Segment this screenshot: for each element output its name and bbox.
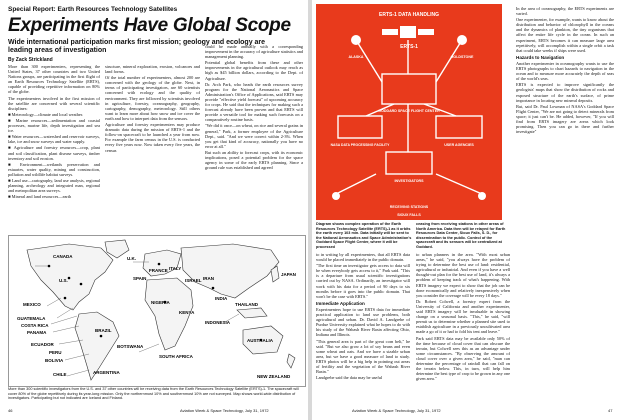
map-label-nigeria: NIGERIA (151, 300, 170, 305)
paragraph: Potential global benefits from these and other improvements in the agricultural outlook may reach as high as $45 billion dollars, according to the Dept. of Agriculture. (205, 60, 303, 81)
magazine-footer-right: Aviation Week & Space Technology, July 31, 1972 (352, 408, 441, 413)
page-number-left: 46 (8, 408, 13, 413)
paragraph: More than 300 experimenters, representing the United States, 37 other countries and two United Nations groups, are participating in the first flight of an Earth Resources Technology Satellite (ERTS), capable of providing repetitive information on 80% of the globe. (8, 64, 100, 95)
paragraph: "We did it once—on wheat, on rice and several grains in general," Park, a former employee of the Agriculture Dept., said. "And we were correct within 2-3%. When you get that kind of accuracy, nationally you have no error at all." (205, 123, 303, 149)
paragraph: Dr. Robert Colwell, a forestry expert from the University of California and another experimenter, said ERTS imagery will be invaluable in showing change on a seasonal basis. "This," he said, "will permit us to determine whether a planned site used to establish agriculture in a previously uncultivated area made a go of it or had to fold his tent and leave." (416, 298, 510, 335)
map-label-spain: SPAIN (133, 276, 147, 281)
diagram-title: ERTS-1 DATA HANDLING (379, 12, 439, 18)
map-label-guatemala: GUATEMALA (17, 316, 46, 321)
investigator-dot (68, 277, 71, 280)
satellite-panel (418, 29, 434, 35)
paragraph: to urban planners in the area. "With most urban areas," he said, "you always have the problem of trying to determine the best use of land: residential, agricultural or industrial. And even if you have a well thought-out plan for the best use of land, it's always a problem of keeping track of what's happening. With ERTS imagery we expect to show that the job can be done economically and relatively inexpensively when you consider the coverage will be every 18 days." (416, 252, 510, 298)
map-label-bolivia: BOLIVIA (45, 358, 64, 363)
article-subtitle: Wide international participation marks first mission; geology and ecology are leading areas of investigation (8, 39, 266, 54)
map-label-usa: U.S. (59, 278, 68, 283)
paragraph: to in writing by all experimenters, that all ERTS data would be placed immediately in the public domain. (316, 252, 410, 263)
map-label-italy: ITALY (169, 266, 182, 271)
map-label-canada: CANADA (53, 254, 73, 259)
map-label-iran: IRAN (203, 276, 214, 281)
satellite-panel (382, 29, 398, 35)
paragraph: "The first time an investigator gets access to data will be when everybody gets access to it," Park said. "This is a departure from usual scientific investigations carried out by NASA. Ordinarily, an investigator will work with his data for a period of 90 days to six months before it goes into the public domain. That won't be the case with ERTS." (316, 263, 410, 299)
right-page (312, 0, 620, 420)
map-label-costa-rica: COSTA RICA (21, 323, 49, 328)
section-header: Special Report: Earth Resources Technology Satellites (8, 6, 178, 13)
paragraph: ■ Environment—wetlands preservation and estuaries, water quality, mining and construction, pollution and wildlife habitat surveys. (8, 161, 100, 177)
investigator-dot (100, 335, 103, 338)
investigator-dot (64, 297, 67, 300)
map-label-botswana: BOTSWANA (117, 344, 144, 349)
map-label-france: FRANCE (149, 268, 168, 273)
paragraph: could be made annually with a corresponding improvement in the accuracy of agriculture statistics and management planning. (205, 44, 303, 60)
paragraph: One experimenter, for example, wants to know about the distribution and behavior of chlorophyll in the oceans and the dynamics of plankton, the tiny organisms that affect the entire life cycle in the ocean. In such an experiment, ERTS becomes it can measure large area repetitively, will accomplish within a single orbit a task that could take weeks if ships were used. (516, 17, 614, 53)
map-label-new-zealand: NEW ZEALAND (257, 374, 291, 379)
map-label-kenya: KENYA (179, 310, 195, 315)
map-label-argentina: ARGENTINA (93, 370, 120, 375)
map-label-india: INDIA (215, 296, 228, 301)
paragraph: Experimenters hope to use ERTS data for immediate practical application to land use problems, both agricultural and urban. Dr. David A. Landgrebe of Purdue University explained what he hopes to do with his study of the Wabash River Basin affecting Ohio, Indiana and Illinois. (316, 306, 410, 338)
paragraph: Landgrebe said the data may be useful (316, 375, 383, 381)
paragraph: ■ Land use—cartography, land use analysis, regional planning, archeology and integrated man, regional and metropolitan area surveys. (8, 177, 100, 194)
map-label-mexico: MEXICO (23, 302, 41, 307)
paragraph: Another experimenter in oceanography wants to use the ERTS photographs to chart hazards to navigation in the ocean and to measure more accurately the depth of seas of the world's seas. (516, 60, 614, 82)
diagram-label-alaska: ALASKA (348, 55, 364, 59)
paragraph: But, said Dr. Paul Lowman of NASA's Goddard Space Flight Center, "We are not going to detect minerals from space; it just can't be. He added, however, "If you will find from ERTS imagery are areas which look promising. Then you can go in there and further investigate" (516, 103, 614, 135)
paragraph: ■ Meteorology—climate and local weather. (8, 111, 84, 117)
map-label-japan: JAPAN (281, 272, 296, 277)
diagram-caption-1: Diagram shows complex operation of the Earth Resources Technology Satellite (ERTS)-1 as it orbits the earth every 103 min. Data initially will be sent to the National Aeronautics and Space Administration's Goddard Space Flight Center, where it will be processed (316, 222, 412, 249)
paragraph: Park said ERTS data may be available only 50% of the time because of cloud cover that can obscure the terrain, but Colwell sees this as an advantage under some circumstances. "By observing the amount of cloud cover over a given area," he said, "man can determine the percentage of rainfall that can fall on the terrain below. This, in turn, will help him determine the best type of crop to be grown in any one given area." (416, 335, 510, 382)
subhead-hazards-to-navigation: Hazards to Navigation (516, 54, 565, 60)
satellite-body (400, 26, 416, 38)
diagram-illustration (316, 4, 502, 220)
map-label-peru: PERU (49, 350, 62, 355)
map-label-ecuador: ECUADOR (31, 342, 54, 347)
antenna-dish (351, 35, 361, 45)
diagram-label-ndpf: NASA DATA PROCESSING FACILITY (330, 143, 390, 147)
paragraph: structure, mineral exploration, erosion, volcanoes and land forms. (105, 64, 200, 75)
right-column-2 (416, 252, 510, 404)
paragraph: Of the total number of experimenters, almost 200 are concerned with the geology of the globe. Next, in terms of participating investigators, are 60 scientists concerned with ecology and the quality of environment. They are followed by scientists involved in agriculture, forestry, oceanography, geography, cartography, demography, meteorology. Still others want to learn more about how snow and ice cover the earth and how to interpret data from the sensors. (105, 75, 200, 121)
diagram-caption-2: ceasing from receiving stations in other areas of North America. Data then will be relayed for Earth Resources Data Center, Sioux Falls, S. D., for dissemination to the public. Control of the spacecraft and its sensors will be centralized at Goddard. (416, 222, 506, 249)
map-label-chile: CHILE (53, 372, 67, 377)
paragraph: But such an ability to forecast crops, with its economic implications, posed a potential problem for the space agency in some of the early ERTS planning. Since a ground rule was established and agreed (205, 149, 303, 171)
diagram-label-stations: RECEIVING STATIONS (389, 205, 429, 209)
map-label-south-africa: SOUTH AFRICA (159, 354, 193, 359)
subhead-immediate-application: Immediate Application (316, 300, 365, 306)
paragraph: Dr. Arch Park, who heads the earth resources survey program for the National Aeronautics and Space Administration's Office of Applications, said ERTS may provide "effective yield forecast" of upcoming accuracy for crops. He said that the techniques for making such a forecast already have been proven and that ERTS will provide a versatile tool for making such forecasts on a comparatively routine basis. (205, 81, 303, 123)
right-column-3 (516, 6, 614, 404)
data-flow-diagram (316, 4, 502, 220)
paragraph: "This general area is part of the great corn belt," he said. "But we also grow a lot of soy beans and even some wheat and oats. And we have a sizable urban area, but we have a good measure of land to study. ERTS photos will be a big help in pointing out areas of fertility and the vegetation of the Wabash River Basin." (316, 338, 410, 375)
map-label-australia: AUSTRALIA (247, 338, 273, 343)
page-number-right: 47 (608, 408, 613, 413)
paragraph: In the area of oceanography, the ERTS experiments are varied. (516, 6, 614, 17)
diagram-label-investigators: INVESTIGATORS (394, 179, 424, 183)
paragraph: The experimenters involved in the first mission of the satellite are concerned with several scientific disciplines: (8, 95, 100, 111)
article-title: Experiments Have Global Scope (8, 15, 291, 36)
magazine-footer-left: Aviation Week & Space Technology, July 31, 1972 (180, 408, 269, 413)
diagram-label-goddard: GODDARD SPACE FLIGHT CENTER (378, 109, 440, 113)
byline: By Zack Strickland (8, 57, 53, 63)
paragraph: Agriculture and forestry experimenters may produce dramatic data during the mission of ERTS-1 and the follow-on spacecraft to be launched a year from now. For example the farm census in the U.S. is conducted every five years now. Now taken every five years, the census (105, 122, 200, 153)
paragraph: ■ Water resources—watershed and reservoir surveys, lake, ice and snow surveys and water supply. (8, 134, 100, 145)
paragraph: ■ Mineral and land resources—earth (8, 194, 72, 200)
left-column-3 (205, 44, 303, 230)
left-column-2 (105, 64, 200, 230)
antenna-dish (332, 192, 340, 200)
left-column-1 (8, 64, 100, 230)
map-label-israel: ISRAEL (185, 278, 202, 283)
investigator-dot (48, 265, 51, 268)
map-label-panama: PANAMA (27, 330, 47, 335)
map-caption: More than 300 scientific investigators from the U.S. and 37 other countries will be receiving data from the Earth Resources Technology Satellite (ERTS)-1. The spacecraft will cover 80% of the globe repetitively during its year-long mission. Only the northernmost 10% and southernmost 10% are not surveyed. Map shows world-wide distribution of investigators. Participating but not indicated are Iceland and Finland. (8, 387, 299, 400)
map-label-uk: U.K. (127, 256, 136, 261)
world-map (8, 235, 306, 387)
left-page (0, 0, 308, 420)
map-label-thailand: THAILAND (235, 302, 258, 307)
paragraph: ■ Agriculture and forestry resources—crop, plant and soil classification, plant disease surveys, timber inventory and soil erosion. (8, 145, 100, 161)
map-label-indonesia: INDONESIA (205, 320, 231, 325)
investigator-dot (158, 263, 161, 266)
paragraph: ERTS is expected to improve significantly the geologists' maps that show the distribution of rocks and exposed structure of the earth's surface, of prime importance in locating new mineral deposits. (516, 82, 614, 103)
diagram-label-sioux: SIOUX FALLS (397, 213, 421, 217)
antenna-dish (478, 192, 486, 200)
investigator-dot (80, 283, 83, 286)
paragraph: ■ Marine resources—sedimentation and coastal processes, marine life, depth investigation and sea ice. (8, 117, 100, 134)
antenna-dish (457, 35, 467, 45)
investigator-dot (212, 287, 215, 290)
diagram-label-users: USER AGENCIES (444, 143, 474, 147)
map-label-brazil: BRAZIL (95, 328, 112, 333)
diagram-label-goldstone: GOLDSTONE (450, 55, 474, 59)
diagram-label-spacecraft: ERTS-1 (400, 44, 418, 50)
right-column-1 (316, 252, 410, 404)
